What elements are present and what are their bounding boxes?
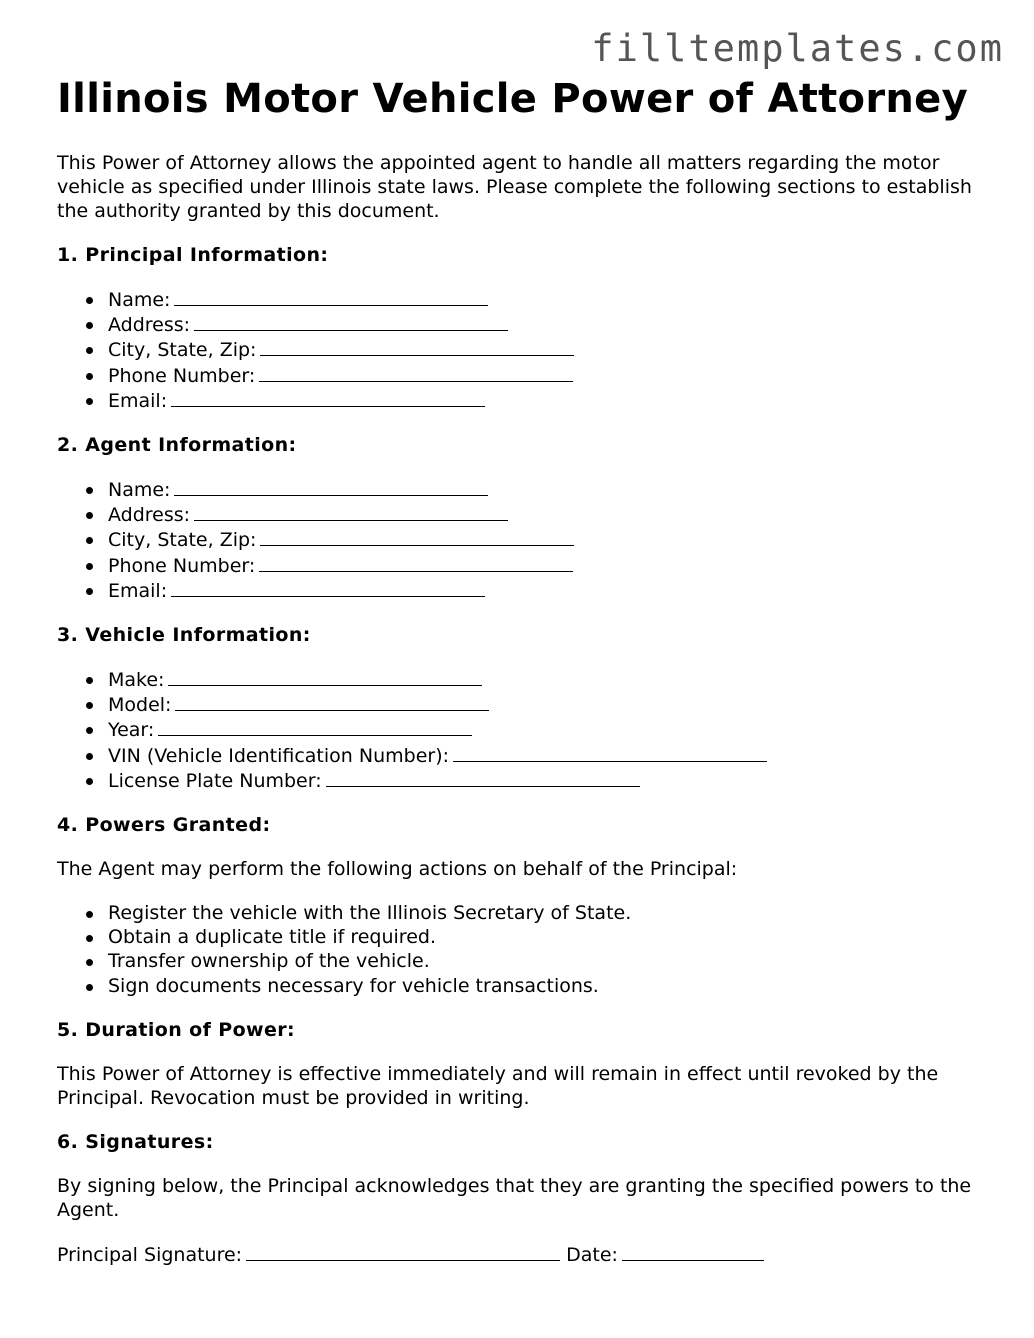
vehicle-plate-field (108, 768, 987, 793)
powers-list (57, 901, 987, 998)
list-item: Obtain a duplicate title if required. (108, 925, 987, 949)
fill-in-blank[interactable] (158, 717, 472, 736)
duration-text: This Power of Attorney is effective immediately and will remain in effect until revoked by the Principal. Revocation must be provided in writing. (57, 1062, 939, 1109)
agent-address-field (108, 502, 987, 527)
fill-in-blank[interactable] (194, 312, 508, 331)
principal-phone-field (108, 363, 987, 388)
list-item: Register the vehicle with the Illinois Secretary of State. (108, 901, 987, 925)
fill-in-blank[interactable] (171, 388, 485, 407)
field-label: Address: (108, 504, 191, 527)
list-item: Transfer ownership of the vehicle. (108, 949, 987, 973)
fill-in-blank[interactable] (194, 502, 508, 521)
signature-line (57, 1242, 987, 1267)
date-blank[interactable] (622, 1242, 764, 1261)
field-label: City, State, Zip: (108, 529, 257, 552)
principal-signature-label: Principal Signature: (57, 1243, 243, 1266)
field-label: Phone Number: (108, 364, 256, 387)
vehicle-make-field (108, 667, 987, 692)
fill-in-blank[interactable] (174, 477, 488, 496)
principal-email-field (108, 388, 987, 413)
field-label: Name: (108, 289, 171, 311)
document-title: Illinois Motor Vehicle Power of Attorney (57, 76, 968, 122)
date-label: Date: (566, 1243, 618, 1266)
field-label: Year: (108, 719, 155, 742)
principal-field-list (57, 287, 987, 413)
signatures-text: By signing below, the Principal acknowledges that they are granting the specified powers to the Agent. (57, 1174, 972, 1221)
agent-city-state-zip-field (108, 527, 987, 552)
field-label: Model: (108, 694, 172, 717)
vehicle-field-list (57, 667, 987, 793)
agent-name-field (108, 477, 987, 502)
principal-address-field (108, 312, 987, 337)
field-label: City, State, Zip: (108, 339, 257, 362)
fill-in-blank[interactable] (175, 692, 489, 711)
document-page (57, 76, 987, 1267)
fill-in-blank[interactable] (259, 553, 573, 572)
agent-field-list (57, 477, 987, 603)
fill-in-blank[interactable] (326, 768, 640, 787)
fill-in-blank[interactable] (260, 527, 574, 546)
watermark: filltemplates.com (591, 27, 1004, 70)
field-label: Address: (108, 314, 191, 337)
field-label: Email: (108, 579, 168, 602)
field-label: Phone Number: (108, 554, 256, 577)
principal-name-field (108, 287, 987, 312)
vehicle-vin-field (108, 743, 987, 768)
principal-city-state-zip-field (108, 337, 987, 362)
principal-signature-blank[interactable] (246, 1242, 560, 1261)
field-label: VIN (Vehicle Identification Number): (108, 744, 450, 767)
signatures-section-heading: 6. Signatures: (57, 1130, 214, 1153)
field-label: License Plate Number: (108, 769, 322, 792)
fill-in-blank[interactable] (168, 667, 482, 686)
agent-section-heading: 2. Agent Information: (57, 434, 297, 457)
intro-paragraph: This Power of Attorney allows the appointed agent to handle all matters regarding the motor vehicle as specified under Illinois state laws. Please complete the following sections to establish the authority granted by this document. (57, 152, 972, 222)
vehicle-section-heading: 3. Vehicle Information: (57, 624, 311, 647)
powers-intro: The Agent may perform the following actions on behalf of the Principal: (57, 858, 738, 881)
duration-section-heading: 5. Duration of Power: (57, 1018, 296, 1041)
fill-in-blank[interactable] (260, 337, 574, 356)
fill-in-blank[interactable] (171, 578, 485, 597)
agent-phone-field (108, 553, 987, 578)
field-label: Make: (108, 669, 165, 692)
fill-in-blank[interactable] (453, 743, 767, 762)
vehicle-model-field (108, 692, 987, 717)
fill-in-blank[interactable] (259, 363, 573, 382)
fill-in-blank[interactable] (174, 287, 488, 306)
agent-email-field (108, 578, 987, 603)
powers-section-heading: 4. Powers Granted: (57, 814, 271, 837)
field-label: Email: (108, 389, 168, 412)
list-item: Sign documents necessary for vehicle transactions. (108, 974, 987, 998)
vehicle-year-field (108, 717, 987, 742)
principal-section-heading: 1. Principal Information: (57, 244, 329, 266)
field-label: Name: (108, 479, 171, 502)
